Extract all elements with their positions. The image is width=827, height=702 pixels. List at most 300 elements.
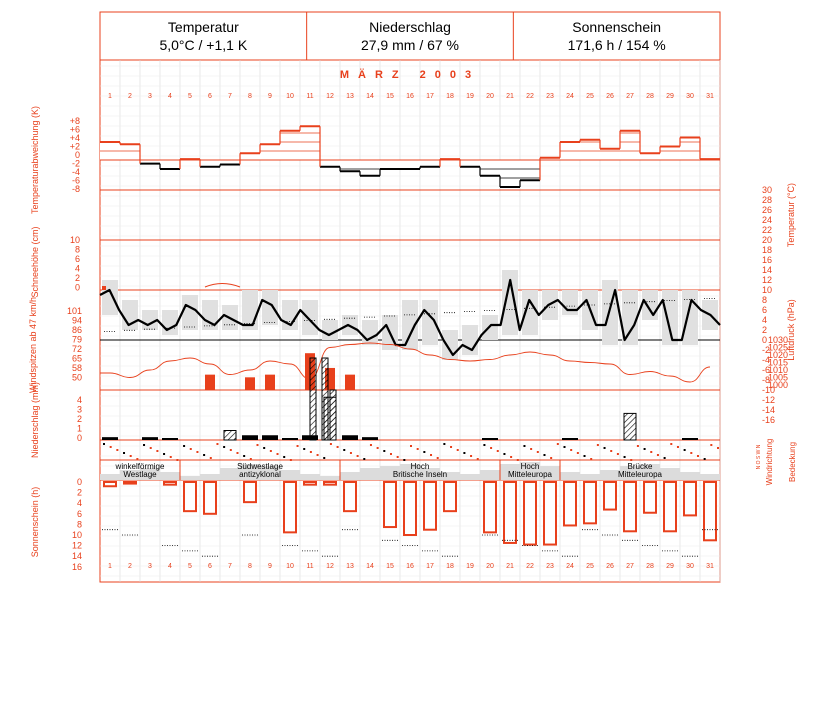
wind-direction-dot [457,449,459,451]
sun-bar [624,482,636,531]
precip-bar [102,437,118,440]
day-label-top: 21 [506,93,514,100]
cloud-cover-band [460,474,480,480]
precip-bar-tall [310,358,316,440]
sun-bar [504,482,516,543]
anomaly-bar-fill [200,160,220,167]
wind-direction-dot [103,443,105,445]
wind-direction-dot [577,452,579,454]
cloud-cover-band [680,472,700,480]
day-label-bottom: 15 [386,563,394,570]
wind-direction-dot [383,450,385,452]
wind-direction-dot [196,451,198,453]
day-label-bottom: 2 [128,563,132,570]
wind-direction-dot [130,455,132,457]
anomaly-bar-fill [360,160,380,176]
wind-direction-dot [363,458,365,460]
snow-bar [102,286,106,290]
sun-bar [184,482,196,511]
day-label-bottom: 22 [526,563,534,570]
anomaly-tick: +4 [69,133,80,143]
cloud-cover-band [700,474,720,480]
day-label-top: 1 [108,93,112,100]
precip-tick: 0 [76,433,82,443]
day-label-top: 16 [406,93,414,100]
anomaly-tick: -4 [71,167,80,177]
day-label-bottom: 31 [706,563,714,570]
sun-tick: 12 [71,540,82,551]
wind-direction-dot [250,458,252,460]
wind-direction-dot [637,445,639,447]
wind-direction-dot [263,447,265,449]
anomaly-bar-fill [480,160,500,176]
day-label-bottom: 13 [346,563,354,570]
compass-label: N O S W N [756,444,762,470]
sun-tick: 4 [76,498,82,509]
weather-type-line2: Mitteleuropa [507,470,553,479]
temperature-tick: 12 [762,275,773,285]
temperature-tick: -4 [762,355,771,365]
temperature-range-band [302,300,318,335]
weather-type-line1: winkelförmige [115,462,165,471]
snow-tick: 6 [74,254,80,264]
sun-bar [664,482,676,531]
temperature-range-band [682,290,698,345]
precip-bar [362,437,378,440]
day-label-bottom: 5 [188,563,192,570]
weather-type-line1: Südwestlage [237,462,283,471]
anomaly-bar-fill [520,160,540,180]
temperature-range-band [162,310,178,335]
wind-direction-dot [350,452,352,454]
wind-direction-dot [630,459,632,461]
temperature-range-band [442,330,458,360]
precip-bar-tall [322,358,328,440]
sun-bar [324,482,336,485]
day-label-bottom: 1 [108,563,112,570]
wind-direction-dot [143,444,145,446]
wind-direction-dot [710,444,712,446]
sun-bar [604,482,616,510]
day-label-top: 31 [706,93,714,100]
wind-direction-dot [537,451,539,453]
sun-bar [524,482,536,545]
wind-direction-dot [670,443,672,445]
wind-direction-dot [523,445,525,447]
sun-bar [564,482,576,525]
temperature-tick: 28 [762,195,773,205]
wind-tick: 65 [71,353,82,364]
precip-bar [282,438,298,440]
anomaly-bar-fill [320,160,340,167]
precip-bar [142,437,158,440]
anomaly-bar-fill [380,160,400,169]
wind-direction-dot [290,459,292,461]
wind-direction-dot [216,443,218,445]
wind-direction-dot [156,450,158,452]
sun-bar [644,482,656,513]
anomaly-bar-fill [460,160,480,167]
wind-direction-dot [190,448,192,450]
wind-direction-dot [390,453,392,455]
cloud-cover-band [560,472,580,480]
day-label-bottom: 14 [366,563,374,570]
sun-bar [124,482,136,484]
anomaly-bar-fill [160,160,180,169]
precip-tick: 1 [76,423,82,434]
wind-direction-dot [123,452,125,454]
wind-direction-dot [377,447,379,449]
day-label-top: 13 [346,93,354,100]
cloud-cover-band [660,468,680,480]
precip-bar [624,413,636,440]
anomaly-bar-fill [420,160,440,167]
day-label-top: 28 [646,93,654,100]
day-label-top: 25 [586,93,594,100]
wind-direction-dot [283,456,285,458]
snow-tick: 8 [74,244,80,255]
sun-tick: 14 [71,551,82,562]
cloud-cover-band [580,474,600,480]
day-label-top: 4 [168,93,172,100]
day-label-bottom: 17 [426,563,434,570]
wind-direction-dot [230,449,232,451]
temperature-tick: -14 [762,405,776,415]
temperature-tick: 14 [762,265,773,275]
temperature-tick: 16 [762,255,773,265]
wind-direction-dot [470,455,472,457]
day-label-top: 2 [128,93,132,100]
day-label-top: 27 [626,93,634,100]
day-label-bottom: 25 [586,563,594,570]
day-label-top: 15 [386,93,394,100]
temperature-tick: 26 [762,205,773,215]
pressure-tick: 1000 [768,380,789,390]
wind-direction-dot [443,443,445,445]
temperature-tick: 20 [762,235,773,245]
day-label-top: 6 [208,93,212,100]
sun-bar [484,482,496,532]
precip-bar [562,438,578,440]
header-value-2: 27,9 mm / 67 % [360,37,460,53]
wind-direction-dot [557,443,559,445]
pressure-tick: 1015 [768,357,789,368]
wind-direction-dot [150,447,152,449]
day-label-bottom: 23 [546,563,554,570]
wind-direction-dot [430,454,432,456]
cloud-cover-band [280,470,300,480]
wind-bar [245,377,255,390]
weather-type-line2: Westlage [123,470,157,479]
wind-tick: 72 [71,344,82,354]
anomaly-bar-fill [660,147,680,161]
wind-direction-dot [617,453,619,455]
anomaly-bar-fill [400,160,420,169]
day-label-top: 17 [426,93,434,100]
wind-direction-dot [477,458,479,460]
day-label-bottom: 26 [606,563,614,570]
sun-bar [284,482,296,532]
temperature-tick: 10 [762,285,773,295]
wind-dir-axis-label: Windrichtung [765,438,774,486]
anomaly-tick: -8 [71,184,80,194]
pressure-axis-label: Luftdruck (hPa) [786,299,796,361]
wind-direction-dot [370,444,372,446]
wind-direction-dot [243,455,245,457]
wind-direction-dot [517,459,519,461]
sun-bar [584,482,596,523]
wind-direction-dot [690,452,692,454]
temperature-tick: 18 [762,245,773,255]
day-label-top: 29 [666,93,674,100]
cloud-cover-band [100,474,120,480]
precip-axis-label: Niederschlag (mm) [30,381,40,459]
sun-bar [204,482,216,514]
sun-bar [164,482,176,485]
wind-tick: 58 [71,363,82,373]
header-value-3: 171,6 h / 154 % [567,37,666,53]
wind-direction-dot [610,450,612,452]
cloud-cover-band [160,472,180,480]
wind-direction-dot [624,456,626,458]
day-label-top: 22 [526,93,534,100]
wind-direction-dot [717,447,719,449]
temperature-tick: 0 [762,335,768,345]
month-title: MÄRZ 2003 [339,69,481,81]
temperature-tick: -16 [762,415,776,425]
wind-direction-dot [644,448,646,450]
wind-direction-dot [303,448,305,450]
wind-direction-dot [510,456,512,458]
temperature-tick: 8 [762,295,768,305]
day-label-bottom: 21 [506,563,514,570]
pressure-tick: 1025 [768,342,789,353]
cloud-cover-band [340,472,360,480]
temperature-range-band [562,290,578,315]
day-label-bottom: 24 [566,563,574,570]
day-label-bottom: 3 [148,563,152,570]
day-label-bottom: 19 [466,563,474,570]
anomaly-bar-fill [240,153,260,160]
precip-tick: 3 [76,404,82,415]
precip-bar [262,435,278,440]
wind-direction-dot [590,458,592,460]
day-label-bottom: 16 [406,563,414,570]
wind-direction-dot [317,454,319,456]
day-label-bottom: 12 [326,563,334,570]
anomaly-bar-fill [260,144,280,160]
wind-direction-dot [323,457,325,459]
temperature-tick: 22 [762,225,773,235]
day-label-bottom: 7 [228,563,232,570]
anomaly-bar-fill [300,126,320,160]
cloud-cover-band [200,474,220,480]
day-label-top: 5 [188,93,192,100]
wind-direction-dot [277,453,279,455]
anomaly-tick: 0 [74,150,80,160]
wind-direction-dot [550,457,552,459]
wind-axis-label: Windspitzen ab 47 km/h [28,296,38,394]
anomaly-tick: +2 [69,141,80,152]
wind-direction-dot [490,447,492,449]
pressure-tick: 1005 [768,372,789,383]
sun-tick: 16 [71,561,82,572]
sun-bar [444,482,456,511]
snow-tick: 4 [74,263,80,274]
wind-direction-dot [357,455,359,457]
cloud-cover-band [320,476,340,480]
wind-tick: 86 [71,325,82,335]
temperature-range-band [662,290,678,345]
wind-direction-dot [564,446,566,448]
weather-type-line2: antizyklonal [239,470,281,479]
anomaly-bar-fill [280,131,300,160]
sun-axis-label: Sonnenschein (h) [30,486,40,558]
sun-bar [304,482,316,485]
header-title-1: Temperatur [167,19,239,35]
wind-direction-dot [664,457,666,459]
precip-bar [342,435,358,440]
day-label-bottom: 4 [168,563,172,570]
day-label-top: 20 [486,93,494,100]
day-label-bottom: 18 [446,563,454,570]
wind-direction-dot [210,457,212,459]
anomaly-tick: -2 [71,158,80,169]
sun-tick: 2 [76,487,82,498]
weather-type-line1: Brücke [627,462,653,471]
day-label-bottom: 27 [626,563,634,570]
pressure-tick: 1010 [768,365,789,375]
day-label-top: 14 [366,93,374,100]
sun-tick: 0 [76,477,82,487]
wind-direction-dot [170,456,172,458]
wind-direction-dot [584,455,586,457]
wind-direction-dot [450,446,452,448]
weather-type-line1: Hoch [410,462,430,471]
anomaly-bar-fill [500,160,520,187]
day-label-top: 19 [466,93,474,100]
wind-direction-dot [604,447,606,449]
temperature-tick: 30 [762,185,773,195]
sun-bar [684,482,696,515]
sun-bar [244,482,256,502]
pressure-tick: 1030 [768,335,789,345]
wind-direction-dot [343,449,345,451]
day-label-bottom: 29 [666,563,674,570]
precip-bar [242,435,258,440]
sun-tick: 8 [76,519,82,530]
anomaly-bar-fill [120,144,140,160]
anomaly-bar-fill [640,153,660,160]
day-label-top: 11 [306,93,314,100]
wind-direction-dot [543,454,545,456]
wind-direction-dot [684,449,686,451]
wind-direction-dot [530,448,532,450]
sun-tick: 10 [71,530,82,540]
wind-direction-dot [136,458,138,460]
day-label-top: 3 [148,93,152,100]
wind-direction-dot [657,454,659,456]
sun-bar [404,482,416,535]
wind-direction-dot [650,451,652,453]
precip-bar [162,438,178,440]
wind-tick: 50 [71,372,82,383]
weather-type-line1: Hoch [520,462,540,471]
day-label-top: 26 [606,93,614,100]
temperature-range-band [642,290,658,320]
sun-bar [344,482,356,511]
day-label-bottom: 28 [646,563,654,570]
wind-direction-dot [297,445,299,447]
wind-direction-dot [403,459,405,461]
day-label-bottom: 9 [268,563,272,570]
wind-direction-dot [397,456,399,458]
snow-tick: 0 [74,282,80,293]
temperature-tick: 4 [762,315,768,325]
cloud-cover-band [480,470,500,480]
wind-direction-dot [483,444,485,446]
temperature-tick: -10 [762,385,776,395]
temperature-tick: 24 [762,215,773,225]
wind-direction-dot [330,443,332,445]
weather-type-line2: Britische Inseln [392,470,448,479]
precip-bar [682,438,698,440]
wind-direction-dot [503,453,505,455]
temperature-range-band [182,295,198,330]
wind-tick: 79 [71,334,82,345]
temperature-tick: 2 [762,325,768,335]
sun-tick: 6 [76,508,82,519]
sun-bar [544,482,556,545]
temperature-range-band [322,320,338,340]
wind-direction-dot [437,457,439,459]
precip-bar-tall [330,390,336,440]
day-label-top: 18 [446,93,454,100]
wind-tick: 101 [66,306,82,316]
temperature-tick: -6 [762,365,771,375]
day-label-top: 8 [248,93,252,100]
cloud-cover-band [360,468,380,480]
pressure-tick: 1020 [768,350,789,360]
sun-bar [384,482,396,527]
wind-direction-dot [163,453,165,455]
wind-direction-dot [410,445,412,447]
temperature-tick: -12 [762,395,776,405]
temperature-tick: -2 [762,345,771,355]
wind-direction-dot [223,446,225,448]
wind-tick: 94 [71,315,82,326]
wind-direction-dot [236,452,238,454]
day-label-bottom: 20 [486,563,494,570]
wind-bar [205,375,215,390]
day-label-bottom: 30 [686,563,694,570]
day-label-bottom: 10 [286,563,294,570]
anomaly-bar-fill [620,131,640,160]
wind-direction-dot [203,454,205,456]
wind-bar [345,375,355,390]
temperature-tick: -8 [762,375,771,385]
temperature-axis-label: Temperatur (°C) [786,182,796,248]
temperature-range-band [462,325,478,355]
wind-direction-dot [570,449,572,451]
precip-bar [482,438,498,440]
precip-bar [224,431,236,441]
day-label-top: 12 [326,93,334,100]
temperature-range-band [102,280,118,315]
wind-direction-dot [597,444,599,446]
sun-bar [704,482,716,540]
day-label-top: 9 [268,93,272,100]
